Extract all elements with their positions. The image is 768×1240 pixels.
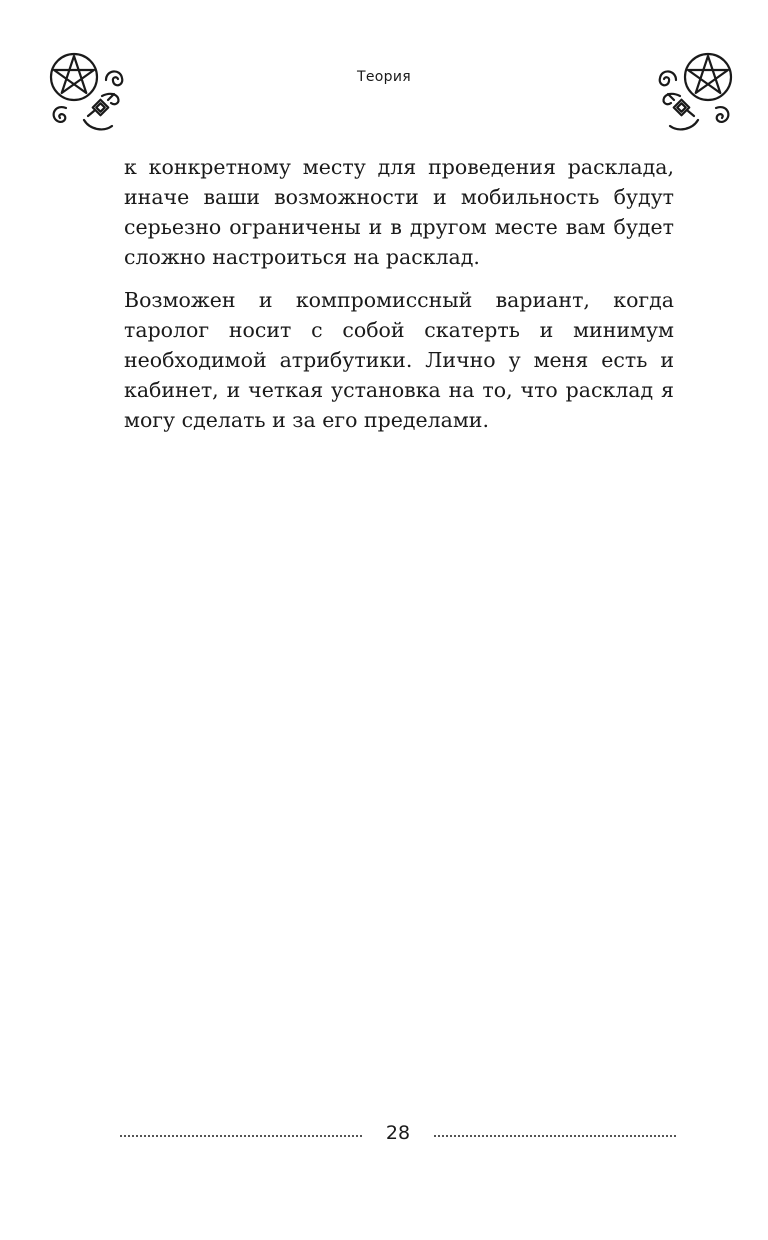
pentacle-ornament-icon (646, 50, 738, 142)
running-head: Теория (357, 69, 411, 85)
page-number: 28 (385, 1122, 411, 1144)
dotted-rule-right (434, 1135, 676, 1137)
paragraph: к конкретному месту для проведения расклада, иначе ваши возможности и мобильность будут серьезно ограничены и в другом месте вам будет сложно настроиться на расклад. (124, 155, 674, 269)
paragraph: Возможен и компромиссный вариант, когда таролог носит с собой скатерть и минимум необходимой атрибутики. Лично у меня есть и кабинет, и четкая установка на то, что расклад я могу сделать и за его пределами. (124, 288, 674, 432)
body-text (124, 152, 674, 448)
page-footer (120, 1118, 676, 1148)
dotted-rule-left (120, 1135, 362, 1137)
pentacle-ornament-icon (44, 50, 136, 142)
